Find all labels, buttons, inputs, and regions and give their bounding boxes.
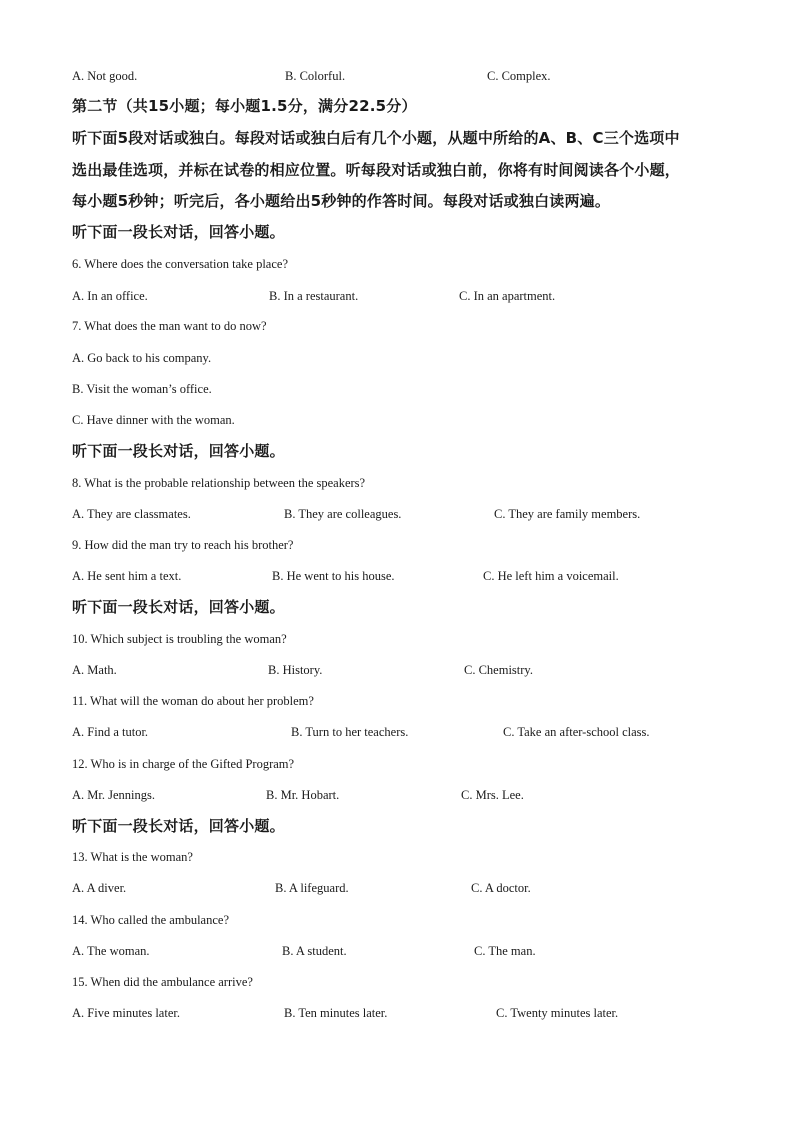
- option-a: A. They are classmates.: [72, 507, 191, 521]
- option-a: A. Math.: [72, 663, 117, 677]
- option-b: B. Visit the woman’s office.: [72, 382, 212, 396]
- dialogue-prompt: 听下面一段长对话，回答小题。: [72, 598, 285, 616]
- option-a: A. A diver.: [72, 881, 127, 895]
- option-a: A. Five minutes later.: [72, 1006, 180, 1020]
- option-b: B. Ten minutes later.: [284, 1006, 388, 1020]
- option-c: C. Mrs. Lee.: [461, 788, 524, 802]
- option-b: B. In a restaurant.: [269, 289, 359, 303]
- option-c: C. They are family members.: [494, 507, 641, 521]
- option-a: A. Find a tutor.: [72, 725, 149, 739]
- question-stem: 12. Who is in charge of the Gifted Program?: [72, 757, 295, 771]
- option-b: B. Mr. Hobart.: [266, 788, 340, 802]
- option-a: A. He sent him a text.: [72, 569, 182, 583]
- option-c: C. In an apartment.: [459, 289, 556, 303]
- option-c: C. Chemistry.: [464, 663, 533, 677]
- option-b: B. He went to his house.: [272, 569, 395, 583]
- question-stem: 11. What will the woman do about her problem?: [72, 694, 314, 708]
- question-stem: 15. When did the ambulance arrive?: [72, 975, 253, 989]
- instructions-line-2: 选出最佳选项，并标在试卷的相应位置。听每段对话或独白前，你将有时间阅读各个小题，: [72, 161, 681, 179]
- question-stem: 14. Who called the ambulance?: [72, 913, 229, 927]
- option-a: A. In an office.: [72, 289, 148, 303]
- section-header: 第二节（共15小题；每小题1.5分，满分22.5分）: [72, 97, 417, 115]
- option-a: A. The woman.: [72, 944, 150, 958]
- option-b: B. A student.: [282, 944, 347, 958]
- option-c: C. The man.: [474, 944, 536, 958]
- question-stem: 13. What is the woman?: [72, 850, 193, 864]
- dialogue-prompt: 听下面一段长对话，回答小题。: [72, 223, 285, 241]
- instructions-line-3: 每小题5秒钟；听完后，各小题给出5秒钟的作答时间。每段对话或独白读两遍。: [72, 192, 611, 210]
- option-c: C. A doctor.: [471, 881, 531, 895]
- question-stem: 8. What is the probable relationship between the speakers?: [72, 476, 366, 490]
- option-c: C. He left him a voicemail.: [483, 569, 619, 583]
- option-a: A. Mr. Jennings.: [72, 788, 155, 802]
- option-c: C. Have dinner with the woman.: [72, 413, 235, 427]
- option-c: C. Twenty minutes later.: [496, 1006, 619, 1020]
- option-c: C. Take an after-school class.: [503, 725, 650, 739]
- q5-option-c: C. Complex.: [487, 69, 551, 83]
- option-b: B. Turn to her teachers.: [291, 725, 409, 739]
- option-b: B. A lifeguard.: [275, 881, 349, 895]
- question-stem: 10. Which subject is troubling the woman?: [72, 632, 287, 646]
- question-stem: 9. How did the man try to reach his brother?: [72, 538, 294, 552]
- option-a: A. Go back to his company.: [72, 351, 212, 365]
- option-b: B. History.: [268, 663, 323, 677]
- instructions-line-1: 听下面5段对话或独白。每段对话或独白后有几个小题，从题中所给的A、B、C三个选项中: [72, 129, 680, 147]
- q5-option-b: B. Colorful.: [285, 69, 346, 83]
- question-stem: 7. What does the man want to do now?: [72, 319, 267, 333]
- option-b: B. They are colleagues.: [284, 507, 402, 521]
- dialogue-prompt: 听下面一段长对话，回答小题。: [72, 442, 285, 460]
- question-stem: 6. Where does the conversation take place?: [72, 257, 288, 271]
- q5-option-a: A. Not good.: [72, 69, 138, 83]
- dialogue-prompt: 听下面一段长对话，回答小题。: [72, 817, 285, 835]
